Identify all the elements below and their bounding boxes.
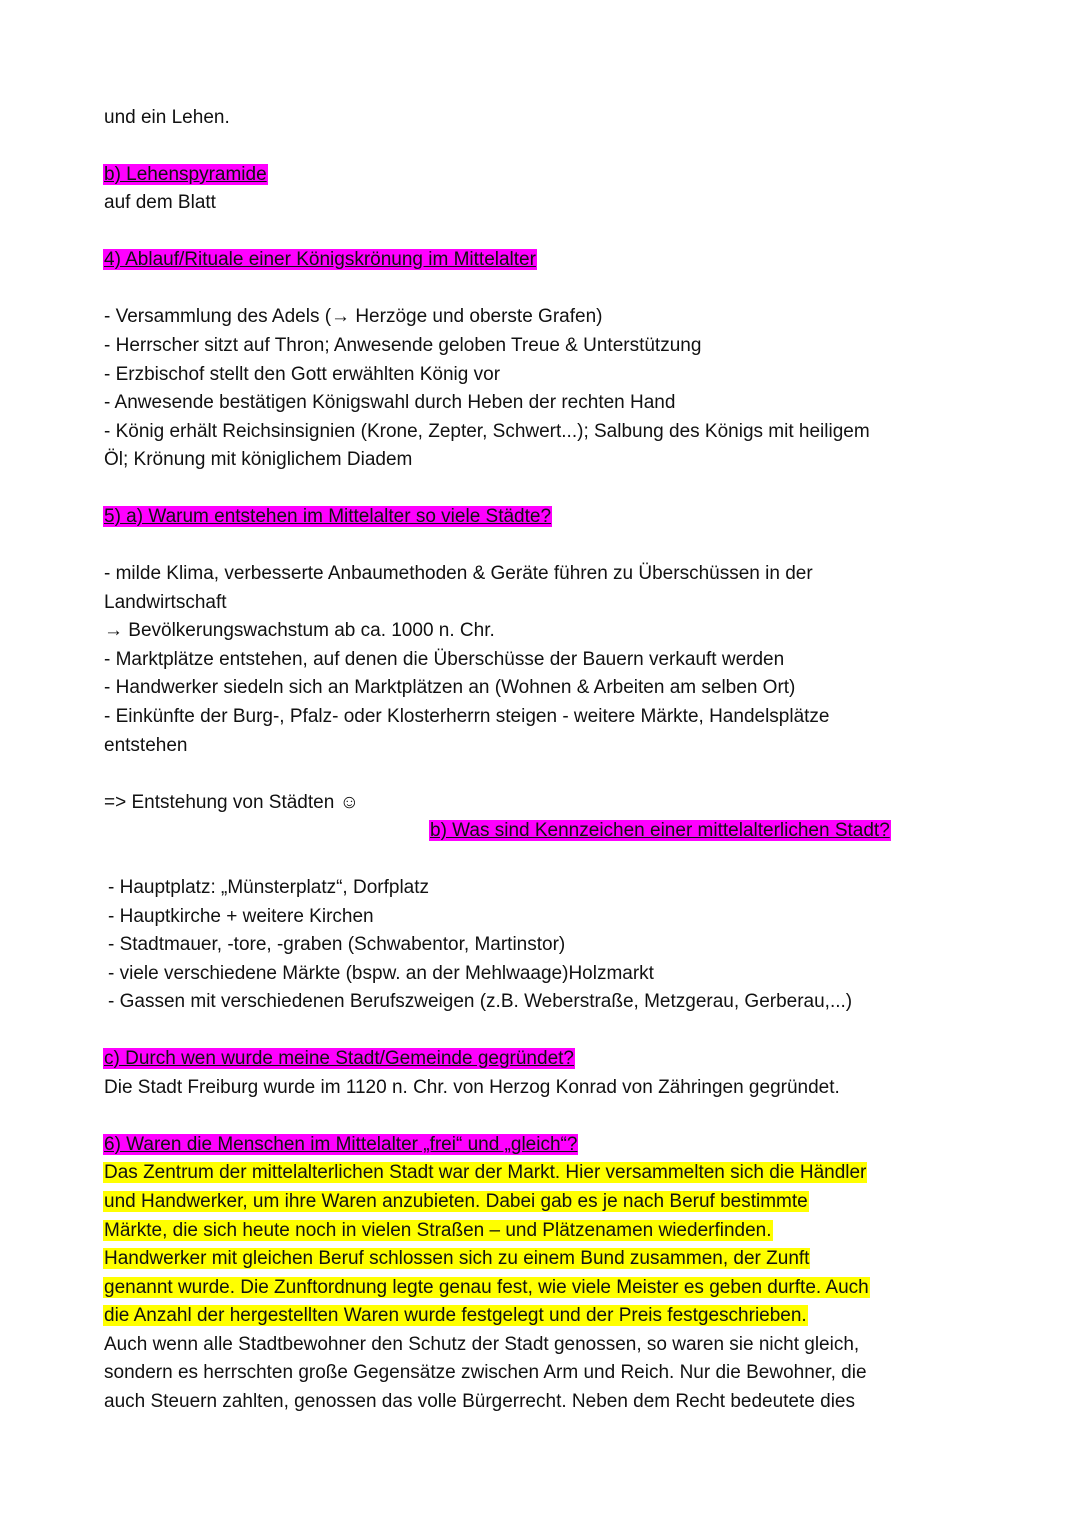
line-text: Öl; Krönung mit königlichem Diadem bbox=[104, 449, 413, 470]
line-text: b) Lehenspyramide bbox=[104, 164, 267, 185]
highlighted-text-line bbox=[103, 1159, 867, 1187]
line-text: die Anzahl der hergestellten Waren wurde festgelegt und der Preis festgeschrieben. bbox=[104, 1305, 807, 1326]
section-heading bbox=[103, 1045, 575, 1073]
text-line bbox=[107, 874, 430, 902]
highlighted-text-line bbox=[103, 1245, 810, 1273]
line-text: => Entstehung von Städten ☺ bbox=[104, 792, 359, 813]
line-text: - Stadtmauer, -tore, -graben (Schwabentor, Martinstor) bbox=[108, 934, 566, 955]
text-line bbox=[103, 1074, 841, 1102]
line-text: - Hauptkirche + weitere Kirchen bbox=[108, 906, 374, 927]
text-line bbox=[103, 560, 814, 588]
line-text: - Gassen mit verschiedenen Berufszweigen (z.B. Weberstraße, Metzgerau, Gerberau,...) bbox=[108, 991, 853, 1012]
text-line bbox=[103, 104, 231, 132]
text-line bbox=[103, 1388, 856, 1416]
section-heading bbox=[103, 503, 552, 531]
line-text: - Einkünfte der Burg-, Pfalz- oder Klosterherrn steigen - weitere Märkte, Handelsplätze bbox=[104, 706, 830, 727]
text-line bbox=[103, 674, 796, 702]
line-text: - Versammlung des Adels (→ Herzöge und oberste Grafen) bbox=[104, 306, 603, 327]
line-text: - viele verschiedene Märkte (bspw. an der Mehlwaage)Holzmarkt bbox=[108, 963, 654, 984]
line-text: genannt wurde. Die Zunftordnung legte genau fest, wie viele Meister es geben durfte. Auch bbox=[104, 1277, 869, 1298]
section-heading bbox=[103, 246, 537, 274]
line-text: - Erzbischof stellt den Gott erwählten König vor bbox=[104, 364, 501, 385]
line-text: entstehen bbox=[104, 735, 188, 756]
text-line bbox=[103, 703, 831, 731]
line-text: - Marktplätze entstehen, auf denen die Überschüsse der Bauern verkauft werden bbox=[104, 649, 785, 670]
line-text: Märkte, die sich heute noch in vielen Straßen – und Plätzenamen wiederfinden. bbox=[104, 1220, 772, 1241]
text-line bbox=[103, 646, 785, 674]
line-text: Auch wenn alle Stadtbewohner den Schutz der Stadt genossen, so waren sie nicht gleich, bbox=[104, 1334, 860, 1355]
text-line bbox=[103, 332, 702, 360]
highlighted-text-line bbox=[103, 1188, 809, 1216]
section-heading bbox=[103, 1131, 578, 1159]
highlighted-text-line bbox=[103, 1217, 773, 1245]
text-line bbox=[103, 789, 360, 817]
text-line bbox=[103, 361, 501, 389]
text-line bbox=[103, 617, 496, 645]
text-line bbox=[107, 931, 566, 959]
line-text: sondern es herrschten große Gegensätze zwischen Arm und Reich. Nur die Bewohner, die bbox=[104, 1362, 867, 1383]
line-text: c) Durch wen wurde meine Stadt/Gemeinde gegründet? bbox=[104, 1048, 574, 1069]
line-text: Die Stadt Freiburg wurde im 1120 n. Chr. von Herzog Konrad von Zähringen gegründet. bbox=[104, 1077, 840, 1098]
text-line bbox=[103, 189, 217, 217]
highlighted-text-line bbox=[103, 1302, 808, 1330]
text-line bbox=[103, 589, 228, 617]
line-text: 4) Ablauf/Rituale einer Königskrönung im Mittelalter bbox=[104, 249, 536, 270]
line-text: - Hauptplatz: „Münsterplatz“, Dorfplatz bbox=[108, 877, 430, 898]
text-line bbox=[107, 988, 853, 1016]
text-line bbox=[103, 418, 871, 446]
line-text: - Handwerker siedeln sich an Marktplätzen an (Wohnen & Arbeiten am selben Ort) bbox=[104, 677, 796, 698]
section-heading bbox=[103, 161, 268, 189]
line-text: 5) a) Warum entstehen im Mittelalter so viele Städte? bbox=[104, 506, 552, 527]
text-line bbox=[103, 1331, 860, 1359]
text-line bbox=[103, 446, 413, 474]
line-text: auch Steuern zahlten, genossen das volle Bürgerrecht. Neben dem Recht bedeutete dies bbox=[104, 1391, 855, 1412]
line-text: - Anwesende bestätigen Königswahl durch Heben der rechten Hand bbox=[104, 392, 676, 413]
line-text: Das Zentrum der mittelalterlichen Stadt war der Markt. Hier versammelten sich die Händler bbox=[104, 1162, 867, 1183]
line-text: und ein Lehen. bbox=[104, 107, 230, 128]
line-text: 6) Waren die Menschen im Mittelalter „frei“ und „gleich“? bbox=[104, 1134, 578, 1155]
section-heading bbox=[429, 817, 891, 845]
text-line bbox=[103, 732, 188, 760]
line-text: → Bevölkerungswachstum ab ca. 1000 n. Chr. bbox=[104, 620, 495, 641]
highlighted-text-line bbox=[103, 1274, 870, 1302]
text-line bbox=[103, 1359, 868, 1387]
text-line bbox=[107, 903, 375, 931]
line-text: b) Was sind Kennzeichen einer mittelalterlichen Stadt? bbox=[430, 820, 890, 841]
line-text: - Herrscher sitzt auf Thron; Anwesende geloben Treue & Unterstützung bbox=[104, 335, 702, 356]
line-text: und Handwerker, um ihre Waren anzubieten. Dabei gab es je nach Beruf bestimmte bbox=[104, 1191, 808, 1212]
text-line bbox=[103, 303, 603, 331]
line-text: - König erhält Reichsinsignien (Krone, Zepter, Schwert...); Salbung des Königs mit heiligem bbox=[104, 421, 870, 442]
text-line bbox=[107, 960, 655, 988]
line-text: - milde Klima, verbesserte Anbaumethoden & Geräte führen zu Überschüssen in der bbox=[104, 563, 813, 584]
line-text: Landwirtschaft bbox=[104, 592, 227, 613]
line-text: Handwerker mit gleichen Beruf schlossen sich zu einem Bund zusammen, der Zunft bbox=[104, 1248, 810, 1269]
text-line bbox=[103, 389, 676, 417]
line-text: auf dem Blatt bbox=[104, 192, 216, 213]
